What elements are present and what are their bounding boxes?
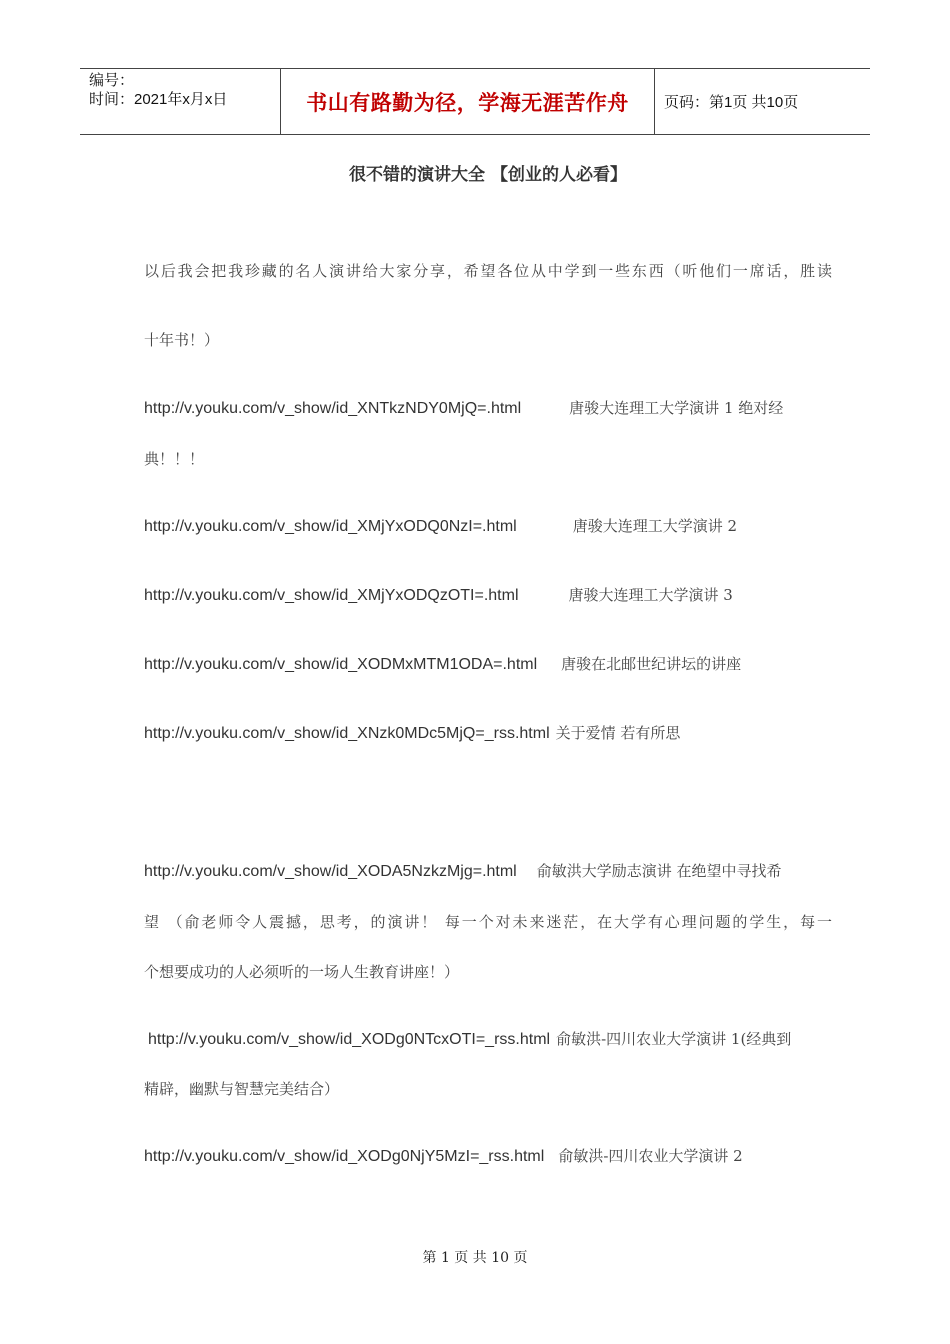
- document-title: 很不错的演讲大全 【创业的人必看】: [349, 165, 627, 185]
- list-item: [144, 515, 737, 536]
- video-description: 俞敏洪-四川农业大学演讲 2: [558, 1147, 743, 1165]
- video-description: 俞敏洪大学励志演讲 在绝望中寻找希: [536, 862, 782, 880]
- video-description: 唐骏大连理工大学演讲 3: [568, 586, 733, 604]
- list-item: [144, 653, 741, 674]
- video-link[interactable]: http://v.youku.com/v_show/id_XODA5NzkzMjg=.html: [144, 863, 517, 880]
- time-label: 时间：2021年x月x日: [89, 91, 228, 108]
- list-item-continuation: 望 （俞老师令人震撼，思考，的演讲！ 每一个对未来迷茫，在大学有心理问题的学生，每一: [144, 913, 832, 931]
- video-link[interactable]: http://v.youku.com/v_show/id_XNTkzNDY0MjQ=.html: [144, 400, 522, 417]
- video-description: 俞敏洪-四川农业大学演讲 1(经典到: [556, 1030, 792, 1048]
- list-item: [144, 860, 782, 881]
- video-description: 关于爱情 若有所思: [555, 724, 681, 742]
- intro-line-1: 以后我会把我珍藏的名人演讲给大家分享，希望各位从中学到一些东西（听他们一席话，胜读: [144, 262, 832, 280]
- header-motto: 书山有路勤为径，学海无涯苦作舟: [281, 69, 655, 134]
- video-link[interactable]: http://v.youku.com/v_show/id_XMjYxODQzOTI=.html: [144, 587, 519, 604]
- list-item: [144, 584, 733, 605]
- page-footer: 第 1 页 共 10 页: [422, 1250, 528, 1266]
- list-item-continuation: 精辟，幽默与智慧完美结合）: [144, 1080, 340, 1098]
- header-table: [80, 68, 870, 135]
- video-description: 唐骏大连理工大学演讲 2: [572, 517, 738, 535]
- video-link[interactable]: http://v.youku.com/v_show/id_XMjYxODQ0NzI=.html: [144, 518, 517, 535]
- video-description: 唐骏大连理工大学演讲 1 绝对经: [569, 399, 784, 417]
- list-item: [144, 397, 783, 418]
- list-item-continuation: 个想要成功的人必须听的一场人生教育讲座！）: [144, 963, 460, 981]
- number-label: 编号：: [89, 72, 135, 89]
- video-link[interactable]: http://v.youku.com/v_show/id_XNzk0MDc5MjQ=_rss.html: [144, 725, 550, 742]
- video-link[interactable]: http://v.youku.com/v_show/id_XODg0NTcxOTI=_rss.html: [148, 1031, 551, 1048]
- list-item: [144, 1145, 743, 1166]
- header-page-info: 页码：第1页 共10页: [664, 94, 799, 111]
- list-item-continuation: 典！！！: [144, 450, 205, 468]
- video-link[interactable]: http://v.youku.com/v_show/id_XODg0NjY5MzI=_rss.html: [144, 1148, 545, 1165]
- list-item: [144, 722, 680, 743]
- header-left-cell: [80, 69, 281, 134]
- intro-line-2: 十年书！）: [144, 331, 220, 349]
- video-link[interactable]: http://v.youku.com/v_show/id_XODMxMTM1ODA=.html: [144, 656, 538, 673]
- video-description: 唐骏在北邮世纪讲坛的讲座: [561, 655, 742, 673]
- list-item: [148, 1028, 791, 1049]
